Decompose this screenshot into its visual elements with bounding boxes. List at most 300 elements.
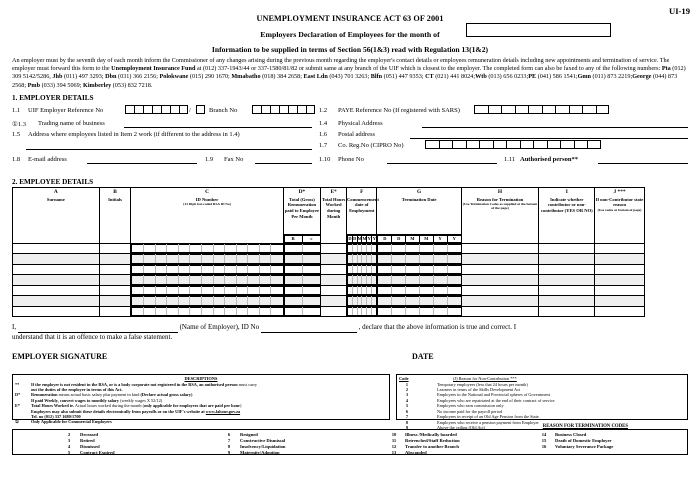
cell[interactable] (461, 275, 538, 286)
termination-code-item (383, 444, 459, 449)
cell[interactable] (392, 265, 406, 274)
cell[interactable] (167, 276, 179, 285)
table-row[interactable] (13, 275, 688, 286)
cell[interactable] (321, 285, 347, 296)
cell[interactable] (190, 265, 202, 274)
cell[interactable] (213, 307, 225, 316)
form-code: UI-19 (668, 6, 690, 16)
cell[interactable] (433, 276, 447, 285)
cell[interactable] (132, 255, 144, 264)
cell[interactable] (284, 307, 302, 316)
cell[interactable] (284, 286, 302, 295)
cell[interactable] (259, 307, 271, 316)
cell[interactable] (372, 276, 377, 285)
signature-section (12, 352, 688, 368)
cell[interactable] (433, 297, 447, 306)
cell[interactable] (167, 286, 179, 295)
cell[interactable] (167, 307, 179, 316)
cell[interactable] (201, 276, 213, 285)
declare-text: , declare that the above information is true and correct. I (358, 323, 517, 332)
cell[interactable] (225, 286, 237, 295)
field-1-1-label: UIF Employer Reference No (28, 106, 104, 114)
cell[interactable] (248, 307, 260, 316)
termination-code-item (58, 432, 98, 437)
cell[interactable] (155, 286, 167, 295)
money-subheader: c (302, 236, 320, 243)
uif-reference-input[interactable] (125, 105, 188, 114)
column-letter: B (113, 188, 117, 195)
cell[interactable] (372, 286, 377, 295)
column-title: Initials (108, 196, 122, 202)
cell[interactable] (201, 297, 213, 306)
cell[interactable] (392, 307, 406, 316)
description-text: Employers may also submit these details electronically from payrolls or on the UIF's website at www.labour.gov.za (31, 408, 241, 414)
cell[interactable] (155, 255, 167, 264)
cell[interactable] (378, 276, 392, 285)
cell[interactable] (447, 307, 461, 316)
cell[interactable] (433, 307, 447, 316)
cell[interactable] (419, 255, 433, 264)
description-key: ① (15, 419, 19, 425)
cell[interactable] (378, 255, 392, 264)
cell[interactable] (236, 286, 248, 295)
work-address-input[interactable] (26, 149, 312, 150)
cell[interactable] (99, 285, 131, 296)
cell[interactable] (433, 244, 447, 253)
cell[interactable] (201, 244, 213, 253)
termination-codes-box (12, 429, 688, 455)
table-row[interactable] (13, 296, 688, 307)
cell[interactable] (178, 265, 190, 274)
cell[interactable] (132, 286, 144, 295)
cell[interactable] (99, 264, 131, 275)
cell[interactable] (447, 244, 461, 253)
cell[interactable] (302, 286, 320, 295)
cell[interactable] (225, 297, 237, 306)
cell[interactable] (461, 285, 538, 296)
cell[interactable] (378, 244, 392, 253)
cell[interactable] (143, 265, 155, 274)
cell[interactable] (372, 265, 377, 274)
cell[interactable] (461, 306, 538, 317)
declaration-section (12, 322, 688, 342)
description-key: ** (15, 381, 20, 387)
cell[interactable] (392, 286, 406, 295)
field-1-2-number: 1.2 (319, 106, 328, 114)
cell[interactable] (259, 276, 271, 285)
cell[interactable] (595, 285, 644, 296)
cell[interactable] (155, 297, 167, 306)
field-1-3-marker: ①1.3 (12, 120, 26, 128)
field-1-5-label: Address where employees listed in Item 2 work (if different to the address in 1.4) (28, 130, 240, 138)
cell[interactable] (302, 307, 320, 316)
cell[interactable] (539, 243, 595, 254)
cell[interactable] (259, 265, 271, 274)
termination-code-item (533, 438, 612, 443)
cell[interactable] (284, 265, 302, 274)
termination-code-number: 10 (391, 432, 397, 438)
cell[interactable] (248, 244, 260, 253)
termination-code-item (533, 444, 613, 449)
cell[interactable] (378, 297, 392, 306)
non-contribution-reason: Learners in terms of the Skills Development Act (437, 387, 521, 393)
cell[interactable] (236, 307, 248, 316)
termination-code-text: Illness /Medically boarded (405, 432, 457, 438)
termination-code-text: Death of Domestic Employer (555, 438, 612, 444)
field-1-7-number: 1.7 (319, 141, 328, 149)
cell[interactable] (167, 244, 179, 253)
column-letter: C (205, 188, 209, 195)
employer-signature-label: EMPLOYER SIGNATURE (12, 352, 108, 362)
termination-code-item (383, 438, 460, 443)
cell[interactable] (213, 286, 225, 295)
cell[interactable] (225, 276, 237, 285)
date-subheader: M (357, 236, 362, 242)
date-subheader: D (392, 236, 406, 243)
cell[interactable] (99, 243, 131, 254)
description-key: D* (15, 392, 21, 398)
termination-code-text: Voluntary Severance Package (555, 444, 614, 450)
date-label: DATE (412, 352, 434, 362)
paye-reference-input[interactable] (474, 105, 609, 114)
declarant-id-input[interactable] (261, 325, 357, 333)
cell[interactable] (13, 254, 100, 265)
cell[interactable] (302, 265, 320, 274)
cell[interactable] (271, 255, 283, 264)
cell[interactable] (406, 244, 420, 253)
cell[interactable] (132, 244, 144, 253)
trading-name-input[interactable] (124, 127, 312, 128)
cell[interactable] (213, 276, 225, 285)
cell[interactable] (155, 276, 167, 285)
table-row[interactable] (13, 264, 688, 275)
cell[interactable] (143, 244, 155, 253)
cell[interactable] (419, 244, 433, 253)
cell[interactable] (259, 286, 271, 295)
uif-reference-check-digit-input[interactable] (196, 105, 205, 114)
employee-details-heading: 2. EMPLOYEE DETAILS (12, 177, 94, 186)
termination-code-text: Retrenched/Staff Reduction (405, 438, 460, 444)
cell[interactable] (13, 243, 100, 254)
cell[interactable] (406, 286, 420, 295)
cell[interactable] (13, 275, 100, 286)
cell[interactable] (302, 255, 320, 264)
cell[interactable] (419, 307, 433, 316)
table-row[interactable] (13, 243, 688, 254)
cell[interactable] (236, 276, 248, 285)
cell[interactable] (190, 297, 202, 306)
date-subheader: D (348, 236, 352, 242)
column-header-i (539, 187, 595, 243)
cell[interactable] (372, 255, 377, 264)
cell[interactable] (259, 244, 271, 253)
field-1-11-label: Authorised person** (520, 155, 578, 163)
cell[interactable] (447, 265, 461, 274)
cell[interactable] (271, 276, 283, 285)
cell[interactable] (155, 265, 167, 274)
cell[interactable] (419, 276, 433, 285)
cell[interactable] (539, 296, 595, 307)
cell[interactable] (225, 244, 237, 253)
cell[interactable] (321, 296, 347, 307)
date-subheader: D (353, 236, 357, 242)
cell[interactable] (201, 286, 213, 295)
description-text: Tel. no (012) 337 1680/1700 (31, 413, 81, 419)
field-1-4-number: 1.4 (319, 119, 328, 127)
cell[interactable] (236, 265, 248, 274)
cell[interactable] (595, 296, 644, 307)
cell[interactable] (178, 307, 190, 316)
non-contribution-code: 5 (405, 403, 409, 409)
cell[interactable] (213, 297, 225, 306)
cell[interactable] (595, 275, 644, 286)
termination-code-item (218, 432, 258, 437)
non-contribution-code: 9 (405, 424, 409, 430)
email-input[interactable] (87, 163, 197, 164)
date-subheader: Y (372, 236, 376, 242)
cell[interactable] (248, 286, 260, 295)
cell[interactable] (99, 275, 131, 286)
field-1-3-label: Trading name of business (38, 119, 105, 127)
column-letter: F (360, 188, 364, 195)
cell[interactable] (13, 296, 100, 307)
cell[interactable] (143, 307, 155, 316)
column-letter: I (565, 188, 568, 195)
cell[interactable] (248, 276, 260, 285)
cell[interactable] (225, 265, 237, 274)
column-header-e (321, 187, 347, 243)
cell[interactable] (178, 286, 190, 295)
cell[interactable] (392, 276, 406, 285)
cell[interactable] (406, 265, 420, 274)
column-title: Reason for Termination (476, 196, 524, 202)
cell[interactable] (392, 255, 406, 264)
cell[interactable] (190, 255, 202, 264)
termination-code-item (218, 438, 285, 443)
cell[interactable] (447, 276, 461, 285)
cell[interactable] (406, 255, 420, 264)
cell[interactable] (378, 307, 392, 316)
cell[interactable] (321, 275, 347, 286)
cell[interactable] (213, 265, 225, 274)
field-1-1-number: 1.1 (12, 106, 21, 114)
cell[interactable] (433, 255, 447, 264)
cell[interactable] (236, 255, 248, 264)
cell[interactable] (595, 264, 644, 275)
cell[interactable] (406, 297, 420, 306)
cell[interactable] (213, 244, 225, 253)
non-contribution-reason: Employees in receipt of an Old Age Pension from the State. (437, 414, 540, 420)
cell[interactable] (167, 265, 179, 274)
cell[interactable] (143, 297, 155, 306)
cell[interactable] (271, 265, 283, 274)
cell[interactable] (595, 254, 644, 265)
cell[interactable] (284, 255, 302, 264)
cell[interactable] (284, 297, 302, 306)
field-1-5-number: 1.5 (12, 130, 21, 138)
declaration-i: I, (12, 323, 17, 332)
table-row[interactable] (13, 285, 688, 296)
cell[interactable] (539, 264, 595, 275)
month-input[interactable] (466, 23, 611, 37)
cell[interactable] (190, 244, 202, 253)
cell[interactable] (259, 297, 271, 306)
cell[interactable] (143, 286, 155, 295)
column-note: (13 Digit bar-coded RSA ID No) (183, 202, 231, 207)
termination-code-number: 3 (67, 438, 71, 444)
table-row[interactable] (13, 254, 688, 265)
termination-code-number: 8 (227, 444, 231, 450)
cell[interactable] (178, 297, 190, 306)
non-contribution-reason: Employees who are repatriated at the end of their contract of service (437, 397, 555, 403)
cell[interactable] (259, 255, 271, 264)
cell[interactable] (143, 255, 155, 264)
cell[interactable] (539, 275, 595, 286)
cell[interactable] (406, 276, 420, 285)
description-text: If paid Weekly, convert wages to monthly salary (weekly wages X 52/12) (31, 397, 163, 403)
cell[interactable] (201, 307, 213, 316)
cell[interactable] (321, 243, 347, 254)
cell[interactable] (284, 276, 302, 285)
cell[interactable] (132, 297, 144, 306)
column-header-g (377, 187, 461, 234)
field-1-6-number: 1.6 (319, 130, 328, 138)
cell[interactable] (99, 296, 131, 307)
cell[interactable] (419, 286, 433, 295)
cell[interactable] (461, 243, 538, 254)
non-contribution-reason: Above the ceiling (Old Act) (437, 424, 485, 430)
column-header-f (346, 187, 379, 234)
intro-paragraph: An employer must by the seventh day of each month inform the Commissioner of any changes arising during the previous month regarding the employer's contact details or employees remuneration details including new appointments and termination of service. The employer must forward this form to the Unemployment Insurance Fund at (012) 337-1943/44 or 337-1580/81/82 or submit same at any branch of the UIF which is closest to the employer. The completed form can also be faxed to any of the following numbers: Pta (012) 309 5142/5286, Jhb (011) 497 3293; Dbn (031) 366 2156; Polokwane (015) 290 1670; Mmabatho (018) 384 2658; East Ldn (043) 701 3263; Blfn (051) 447 9353; CT (021) 441 8024;Wtb (013) 656 0233;PE (041) 586 1541;Gmn (011) 873 2219;George (044) 873 2568; Pmb (033) 394 5069; Kimberley (053) 832 7218. (12, 57, 686, 89)
cell[interactable] (378, 286, 392, 295)
cell[interactable] (302, 276, 320, 285)
cell[interactable] (132, 307, 144, 316)
cell[interactable] (225, 307, 237, 316)
description-text: If the employer is not resident in the RSA, or is a body corporate not registered in the RSA, an authorised person must carry (31, 381, 258, 387)
employer-details-section (12, 105, 688, 177)
termination-code-number: 9 (227, 449, 231, 455)
cell[interactable] (167, 297, 179, 306)
cell[interactable] (201, 255, 213, 264)
cell[interactable] (539, 285, 595, 296)
cell[interactable] (236, 297, 248, 306)
cell[interactable] (595, 306, 644, 317)
name-of-employer-label: (Name of Employer), ID No (179, 323, 260, 332)
cell[interactable] (461, 264, 538, 275)
cell[interactable] (190, 276, 202, 285)
cell[interactable] (372, 297, 377, 306)
cell[interactable] (132, 265, 144, 274)
cell[interactable] (13, 306, 100, 317)
cell[interactable] (321, 254, 347, 265)
regulation-line: Information to be supplied in terms of Section 56(1&3) read with Regulation 13(1&2) (211, 45, 489, 54)
non-contribution-reason: Temporary employees (less that 24 hours per month) (437, 381, 528, 387)
cell[interactable] (271, 244, 283, 253)
branch-no-input[interactable] (252, 105, 315, 114)
phone-input[interactable] (387, 163, 497, 164)
cell[interactable] (392, 244, 406, 253)
cell[interactable] (447, 297, 461, 306)
cell[interactable] (539, 306, 595, 317)
cell[interactable] (302, 297, 320, 306)
cell[interactable] (178, 276, 190, 285)
cell[interactable] (461, 296, 538, 307)
description-text: Total Hours Worked ie. Actual hours worked during the month (only applicable for employees that are paid per hour) (31, 403, 242, 409)
cell[interactable] (321, 306, 347, 317)
authorised-person-input[interactable] (598, 163, 688, 164)
cell[interactable] (302, 244, 320, 253)
cell[interactable] (99, 254, 131, 265)
cell[interactable] (392, 297, 406, 306)
postal-address-input[interactable] (410, 138, 688, 139)
cell[interactable] (190, 307, 202, 316)
cell[interactable] (155, 307, 167, 316)
termination-code-text: Absconded (405, 449, 427, 455)
cell[interactable] (13, 285, 100, 296)
company-registration-input[interactable] (425, 140, 601, 149)
cell[interactable] (461, 254, 538, 265)
column-title: Total (Gross) Remuneration paid to Employee Per Month (284, 196, 320, 219)
cell[interactable] (248, 255, 260, 264)
cell[interactable] (284, 244, 302, 253)
cell[interactable] (271, 297, 283, 306)
cell[interactable] (213, 255, 225, 264)
termination-code-number: 14 (541, 432, 547, 438)
cell[interactable] (406, 307, 420, 316)
table-row[interactable] (13, 306, 688, 317)
cell[interactable] (539, 254, 595, 265)
column-note: (Use codes at bottom of page) (597, 207, 642, 212)
cell[interactable] (447, 255, 461, 264)
cell[interactable] (248, 297, 260, 306)
cell[interactable] (143, 276, 155, 285)
physical-address-input[interactable] (422, 127, 688, 128)
cell[interactable] (132, 276, 144, 285)
cell[interactable] (372, 244, 377, 253)
column-header-h (461, 187, 538, 243)
cell[interactable] (419, 297, 433, 306)
cell[interactable] (201, 265, 213, 274)
cell[interactable] (236, 244, 248, 253)
cell[interactable] (225, 255, 237, 264)
non-contribution-reason: Employees who earn commission only (437, 403, 504, 409)
cell[interactable] (433, 265, 447, 274)
cell[interactable] (447, 286, 461, 295)
cell[interactable] (433, 286, 447, 295)
cell[interactable] (13, 264, 100, 275)
cell[interactable] (248, 265, 260, 274)
cell[interactable] (155, 244, 167, 253)
cell[interactable] (321, 264, 347, 275)
cell[interactable] (178, 244, 190, 253)
field-1-4-label: Physical Address (338, 119, 383, 127)
cell[interactable] (271, 307, 283, 316)
termination-code-item (58, 450, 115, 455)
cell[interactable] (595, 243, 644, 254)
cell[interactable] (167, 255, 179, 264)
termination-code-text: Dismissed (80, 444, 100, 450)
cell[interactable] (378, 265, 392, 274)
termination-code-text: Insolvency/Liquidation (240, 444, 286, 450)
cell[interactable] (178, 255, 190, 264)
cell[interactable] (419, 265, 433, 274)
cell[interactable] (190, 286, 202, 295)
fax-input[interactable] (255, 163, 312, 164)
column-title: Total Hours Worked during Month (321, 196, 346, 219)
cell[interactable] (99, 306, 131, 317)
cell[interactable] (271, 286, 283, 295)
cell[interactable] (372, 307, 377, 316)
